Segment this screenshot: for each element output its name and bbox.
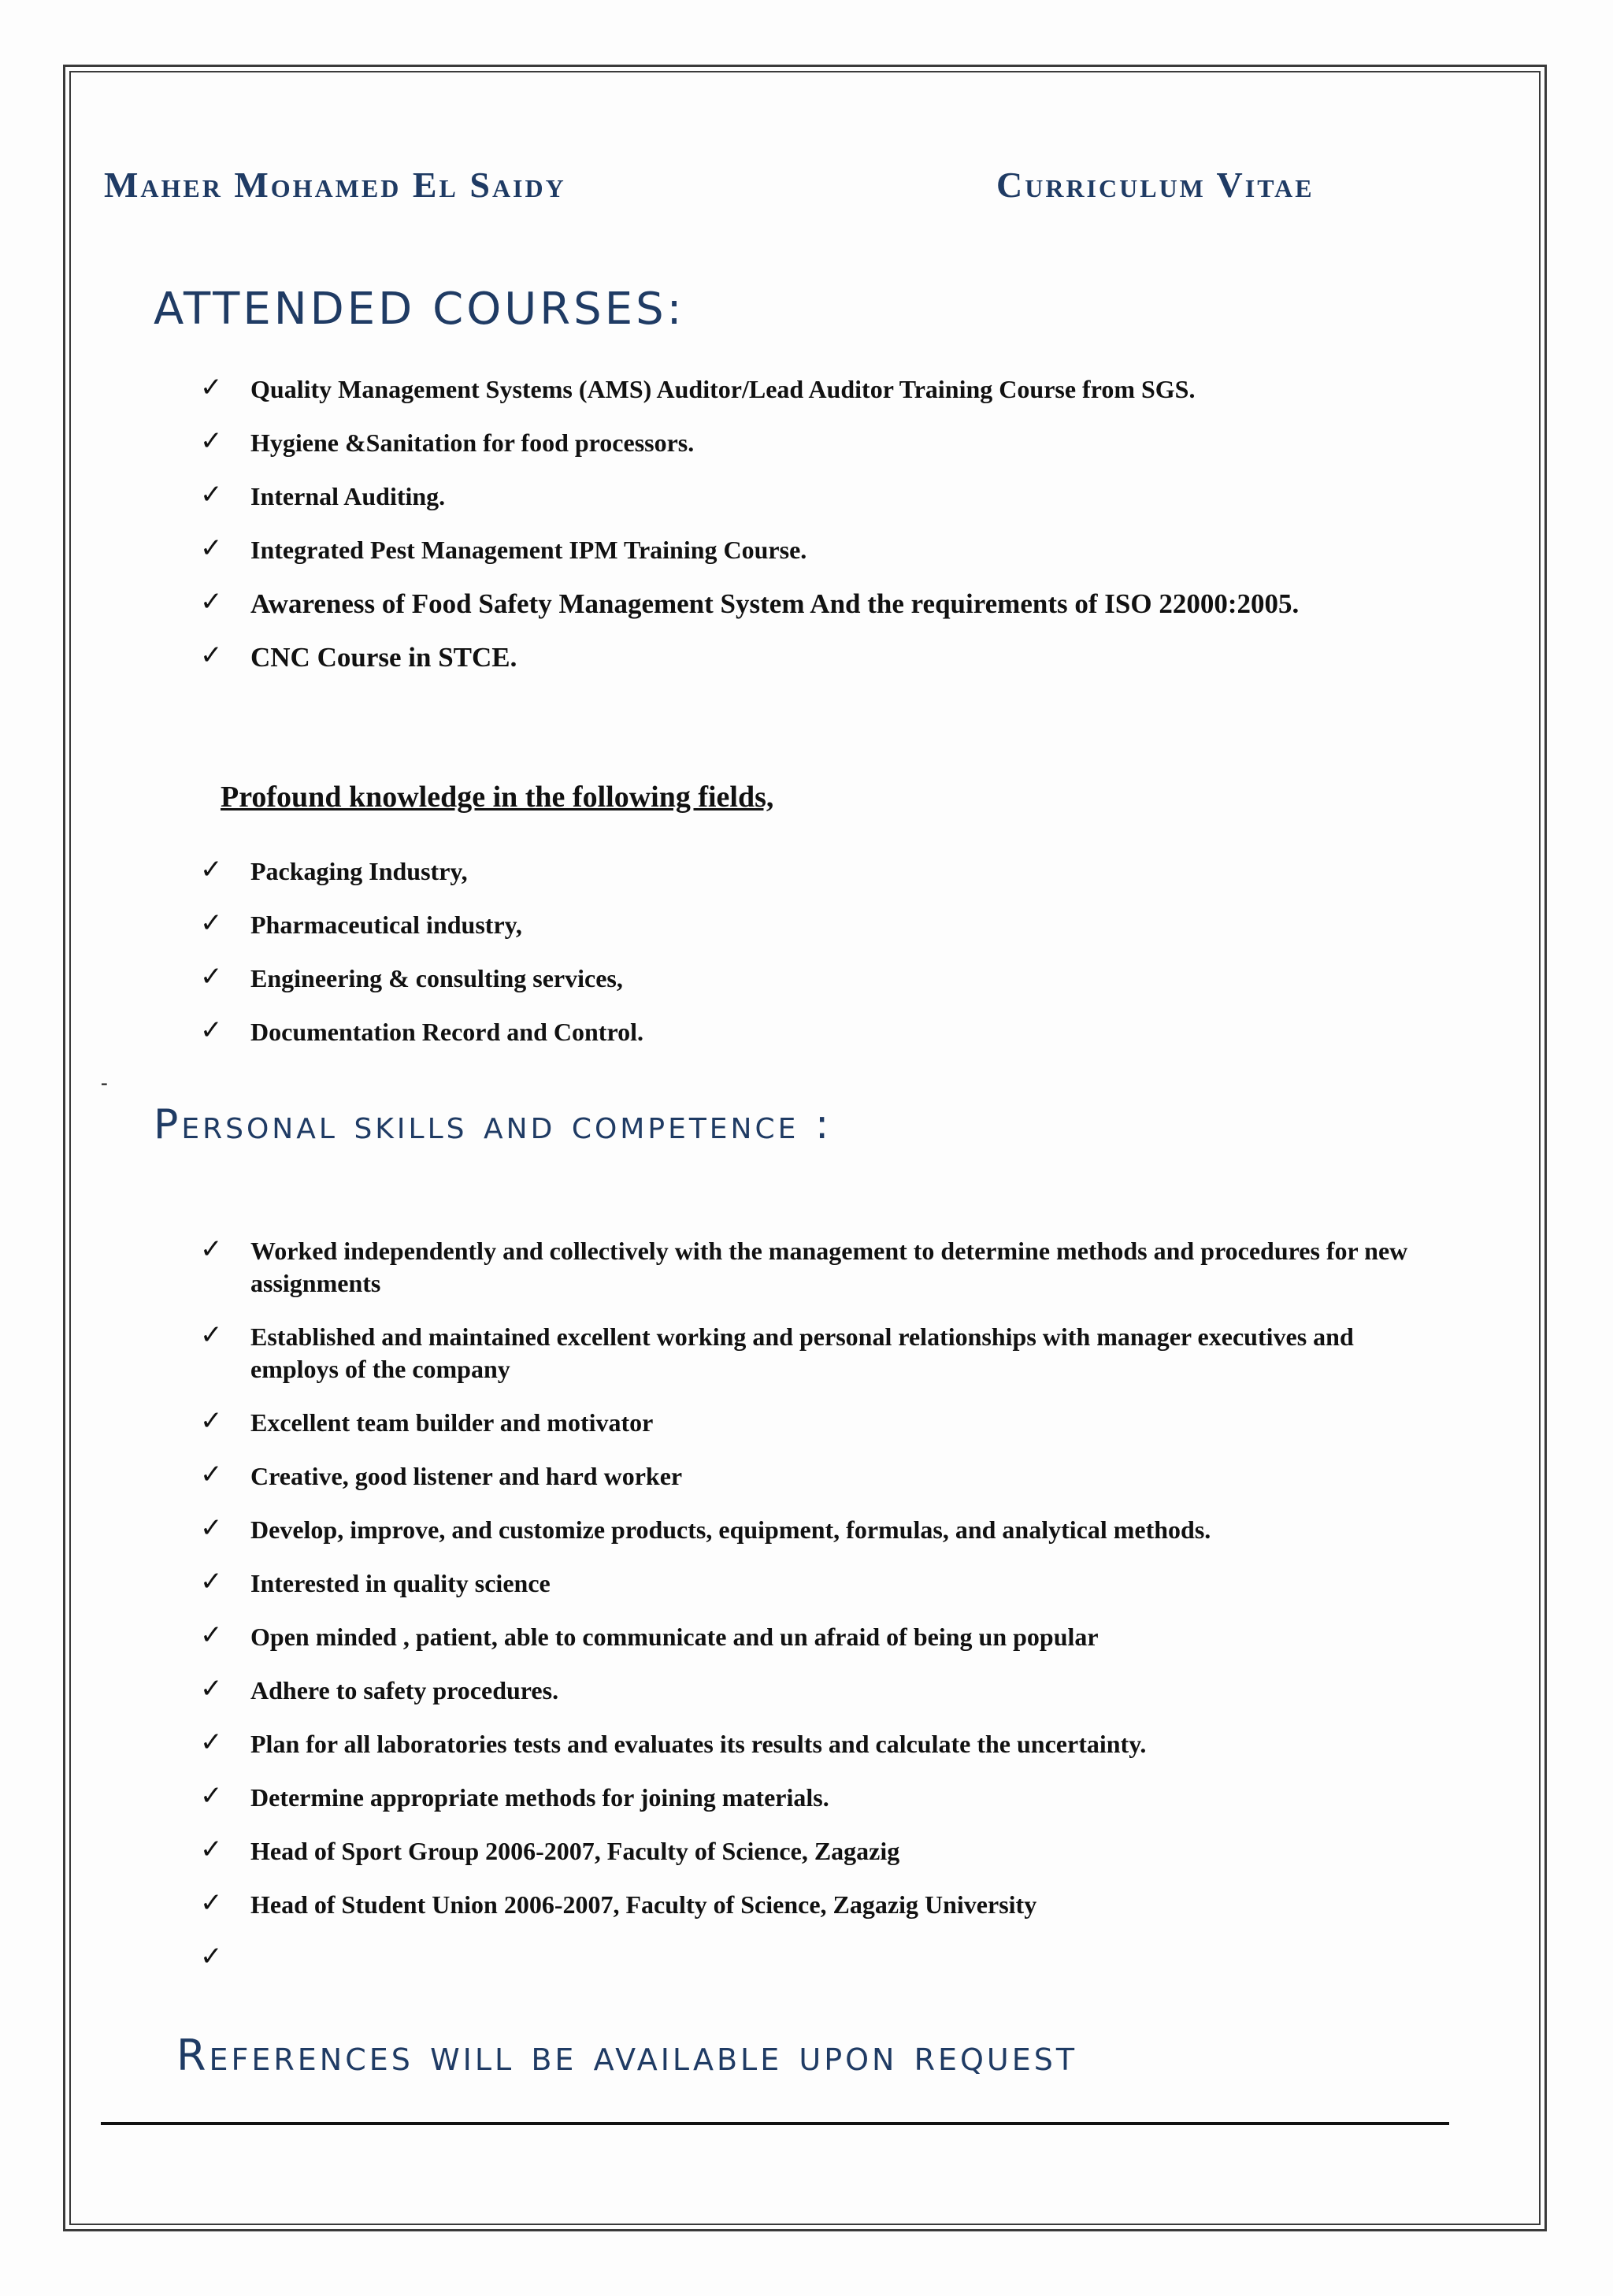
skills-list <box>197 1233 1441 1972</box>
checkmark-icon: ✓ <box>200 907 223 939</box>
checkmark-icon: ✓ <box>200 961 223 992</box>
checkmark-icon: ✓ <box>200 1512 223 1544</box>
list-item <box>197 480 1489 513</box>
course-text: Quality Management Systems (AMS) Auditor/Lead Auditor Training Course from SGS. <box>250 375 1196 403</box>
list-item <box>197 963 643 995</box>
fields-heading: Profound knowledge in the following fields, <box>221 781 774 814</box>
checkmark-icon: ✓ <box>200 425 223 457</box>
checkmark-icon: ✓ <box>200 479 223 510</box>
checkmark-icon: ✓ <box>200 532 223 564</box>
checkmark-icon: ✓ <box>200 372 223 403</box>
checkmark-icon: ✓ <box>200 854 223 885</box>
checkmark-icon: ✓ <box>200 1727 223 1758</box>
skill-text: Head of Sport Group 2006-2007, Faculty of Science, Zagazig <box>250 1837 900 1865</box>
field-text: Pharmaceutical industry, <box>250 911 522 939</box>
checkmark-icon: ✓ <box>200 1887 223 1919</box>
skills-section-title: Personal skills and competence : <box>154 1101 832 1148</box>
list-item <box>197 1889 1441 1921</box>
stray-dash-mark: - <box>101 1071 108 1094</box>
course-text: CNC Course in STCE. <box>250 642 517 673</box>
list-item <box>197 534 1489 566</box>
checkmark-icon: ✓ <box>200 1673 223 1704</box>
field-text: Engineering & consulting services, <box>250 964 623 992</box>
list-item <box>197 855 643 888</box>
course-text: Awareness of Food Safety Management System And the requirements of ISO 22000:2005. <box>250 588 1300 619</box>
checkmark-icon: ✓ <box>200 1405 223 1437</box>
checkmark-icon: ✓ <box>200 586 223 618</box>
checkmark-icon: ✓ <box>200 1566 223 1597</box>
checkmark-icon: ✓ <box>200 1319 223 1351</box>
list-item <box>197 1016 643 1048</box>
skill-text: Determine appropriate methods for joining materials. <box>250 1783 829 1812</box>
courses-list <box>197 373 1489 695</box>
checkmark-icon: ✓ <box>200 1459 223 1490</box>
skill-text: Interested in quality science <box>250 1569 551 1597</box>
applicant-name: Maher Mohamed El Saidy <box>104 165 566 205</box>
checkmark-icon: ✓ <box>200 1834 223 1865</box>
list-item <box>197 588 1489 620</box>
skill-text: Creative, good listener and hard worker <box>250 1462 683 1490</box>
list-item <box>197 427 1489 459</box>
checkmark-icon: ✓ <box>200 640 223 671</box>
course-text: Internal Auditing. <box>250 482 446 510</box>
courses-section-title: ATTENDED COURSES: <box>154 284 685 335</box>
course-text: Hygiene &Sanitation for food processors. <box>250 428 695 457</box>
field-text: Packaging Industry, <box>250 857 468 885</box>
references-note: References will be available upon request <box>176 2031 1078 2080</box>
list-item <box>197 1835 1441 1868</box>
field-text: Documentation Record and Control. <box>250 1018 643 1046</box>
checkmark-icon: ✓ <box>200 1941 223 1972</box>
list-item <box>197 1782 1441 1814</box>
skill-text: Head of Student Union 2006-2007, Faculty of Science, Zagazig University <box>250 1890 1037 1919</box>
list-item <box>197 1621 1441 1653</box>
course-text: Integrated Pest Management IPM Training Course. <box>250 536 807 564</box>
list-item <box>197 1235 1441 1300</box>
skill-text: Adhere to safety procedures. <box>250 1676 559 1704</box>
document-type-title: Curriculum Vitae <box>996 165 1315 205</box>
list-item <box>197 909 643 941</box>
list-item <box>197 1514 1441 1546</box>
list-item <box>197 1407 1441 1439</box>
list-item <box>197 1675 1441 1707</box>
checkmark-icon: ✓ <box>200 1233 223 1265</box>
checkmark-icon: ✓ <box>200 1619 223 1651</box>
bottom-divider <box>101 2122 1449 2125</box>
list-item <box>197 1321 1441 1385</box>
checkmark-icon: ✓ <box>200 1780 223 1812</box>
fields-list <box>197 855 643 1070</box>
list-item <box>197 641 1489 673</box>
skill-text: Plan for all laboratories tests and evaluates its results and calculate the uncertainty. <box>250 1730 1147 1758</box>
skill-text: Established and maintained excellent working and personal relationships with manager executives and employs of the company <box>250 1322 1354 1383</box>
list-item <box>197 373 1489 406</box>
skill-text: Excellent team builder and motivator <box>250 1408 654 1437</box>
checkmark-icon: ✓ <box>200 1014 223 1046</box>
list-item <box>197 1567 1441 1600</box>
skill-text: Open minded , patient, able to communicate and un afraid of being un popular <box>250 1623 1099 1651</box>
list-item <box>197 1728 1441 1760</box>
list-item <box>197 1460 1441 1493</box>
skill-text: Worked independently and collectively with the management to determine methods and procedures for new assignments <box>250 1237 1408 1297</box>
skill-text: Develop, improve, and customize products, equipment, formulas, and analytical methods. <box>250 1515 1211 1544</box>
